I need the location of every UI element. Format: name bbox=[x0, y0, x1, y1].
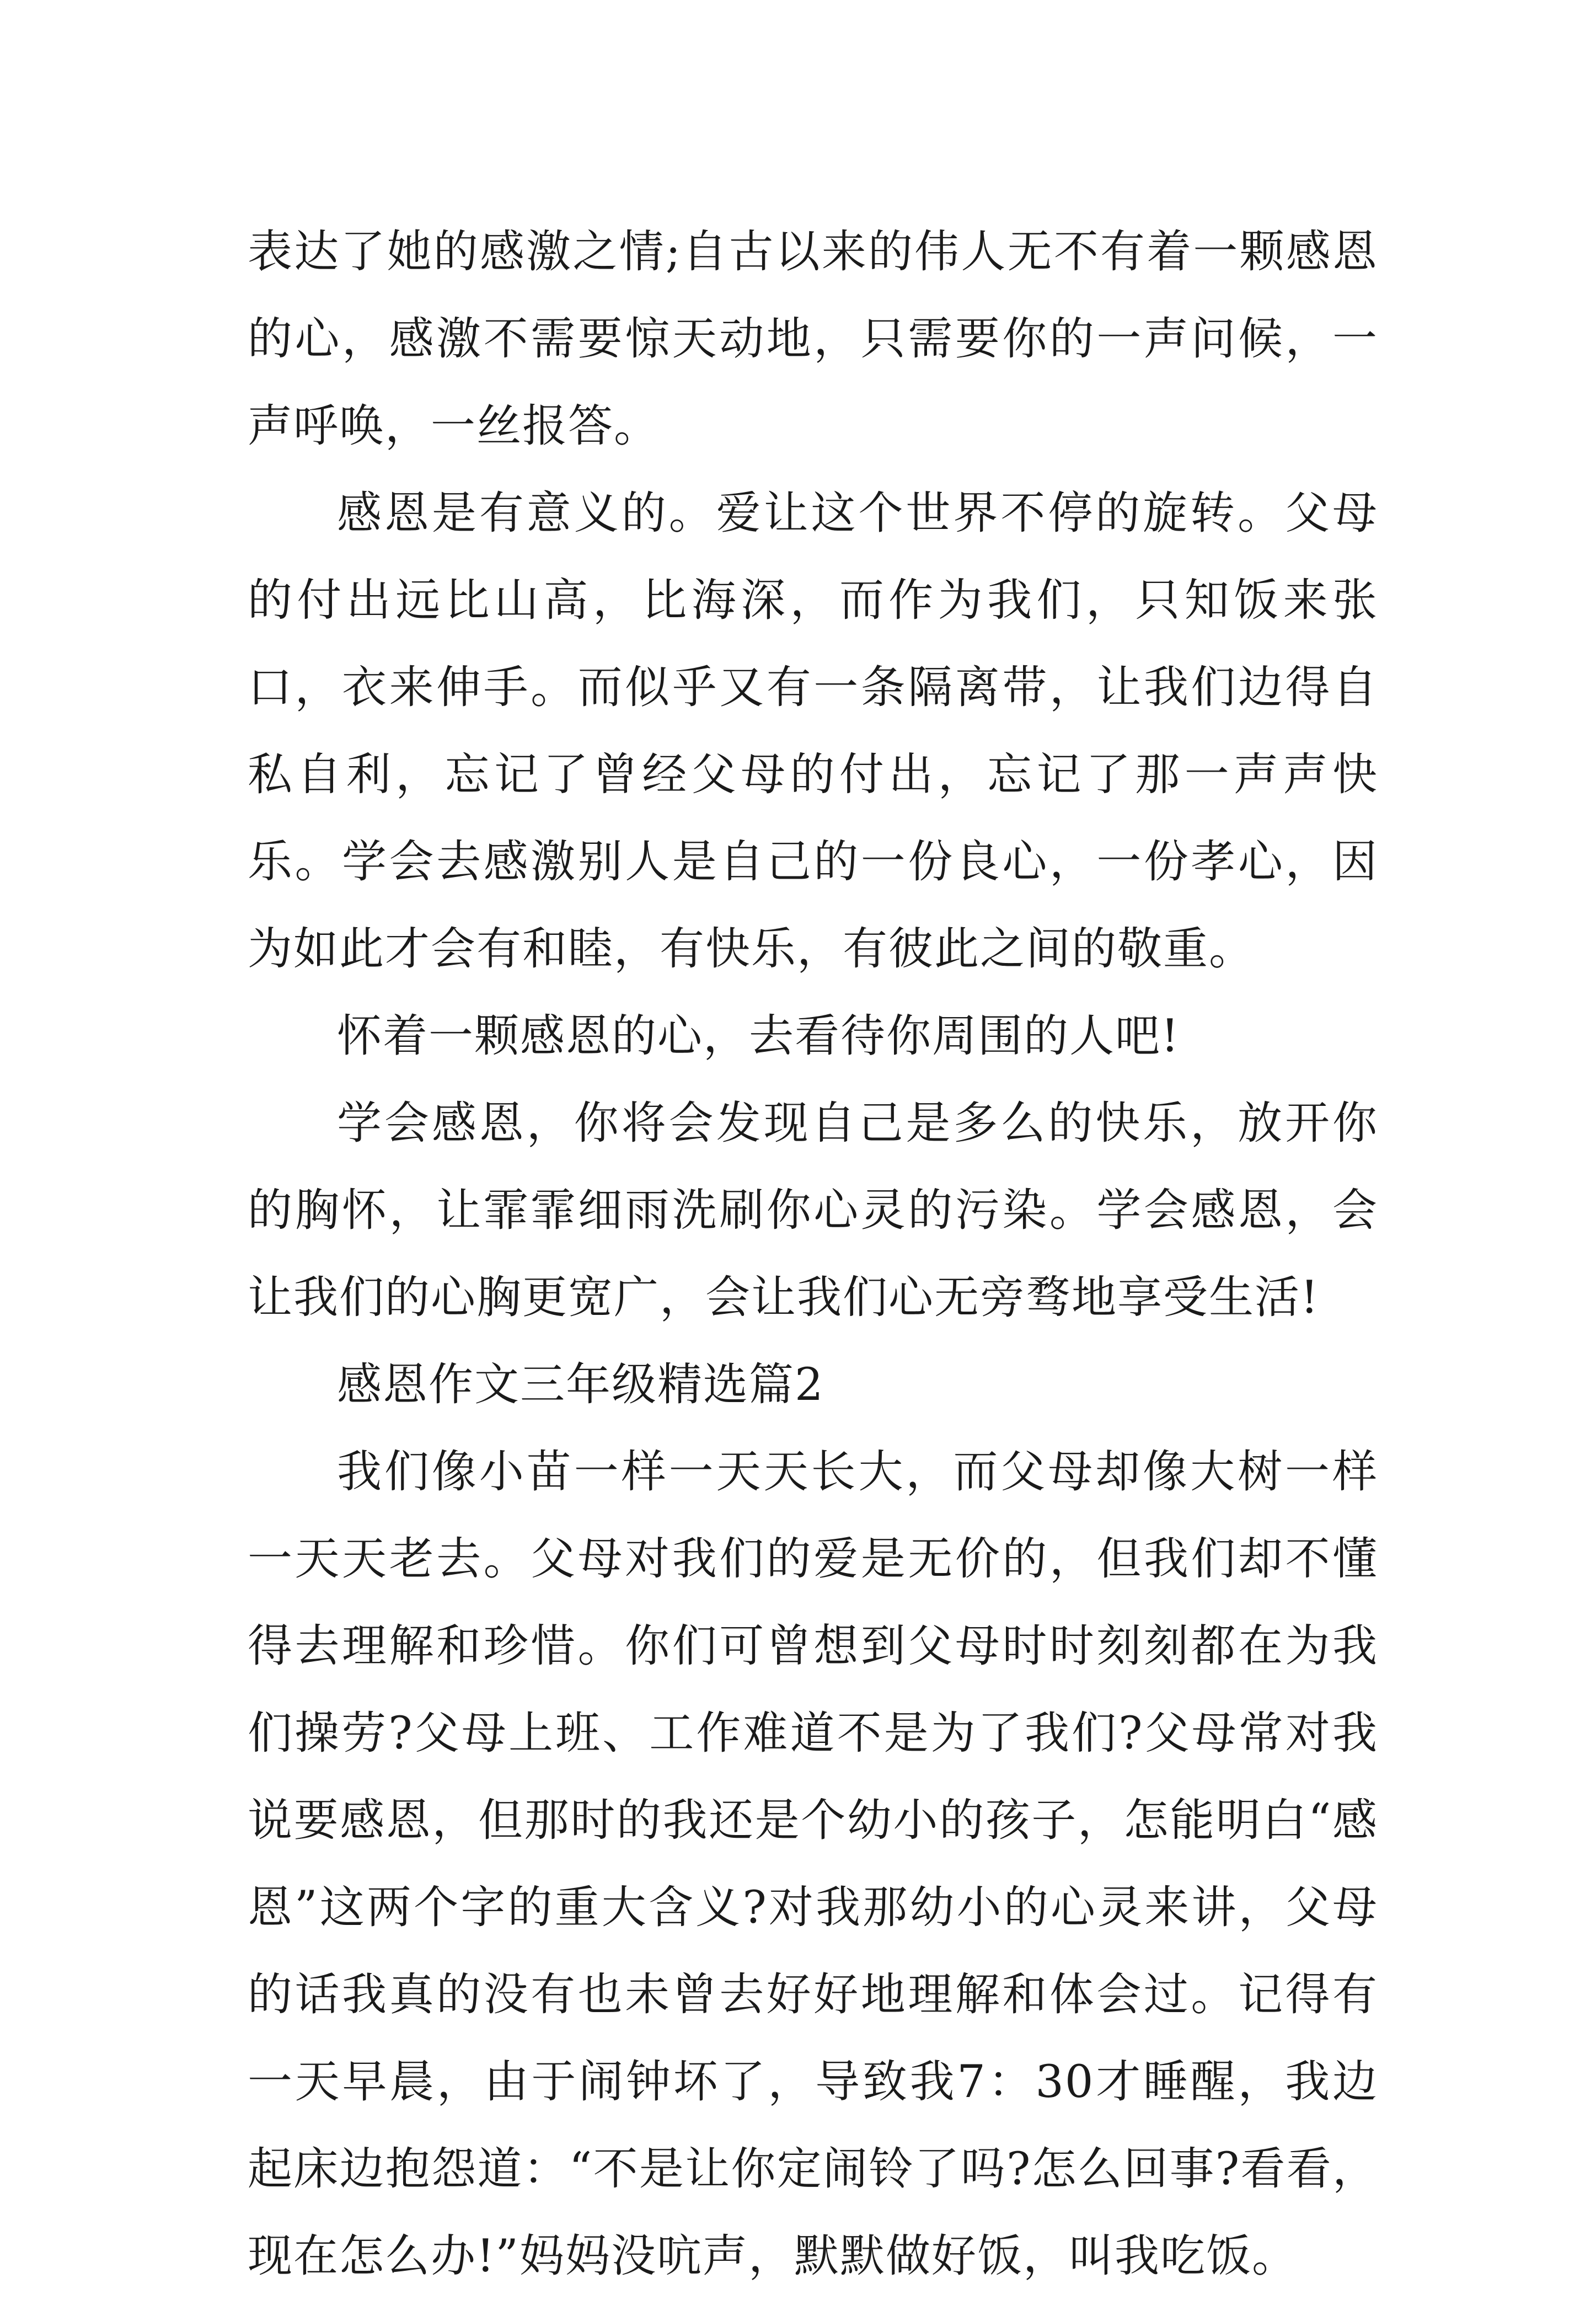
paragraph-3: 怀着一颗感恩的心，去看待你周围的人吧! bbox=[337, 1010, 1180, 1062]
paragraph-5: 我们像小苗一样一天天长大，而父母却像大树一样一天天老去。父母对我们的爱是无价的，但我们却不懂得去理解和珍惜。你们可曾想到父母时时刻刻都在为我们操劳?父母上班、工作难道不是为了我们?父母常对我说要感恩，但那时的我还是个幼小的孩子，怎能明白“感恩”这两个字的重大含义?对我那幼小的心灵来讲，父母的话我真的没有也未曾去好好地理解和体会过。记得有一天早晨，由于闹钟坏了，导致我7：30才睡醒，我边起床边抱怨道：“不是让你定闹铃了吗?怎么回事?看看，现在怎么办!”妈妈没吭声，默默做好饭，叫我吃饭。 bbox=[248, 1446, 1378, 2282]
section-heading: 感恩作文三年级精选篇2 bbox=[337, 1359, 824, 1411]
paragraph-1: 表达了她的感激之情;自古以来的伟人无不有着一颗感恩的心，感激不需要惊天动地，只需要你的一声问候，一声呼唤，一丝报答。 bbox=[248, 226, 1378, 452]
paragraph-2: 感恩是有意义的。爱让这个世界不停的旋转。父母的付出远比山高，比海深，而作为我们，只知饭来张口，衣来伸手。而似乎又有一条隔离带，让我们边得自私自利，忘记了曾经父母的付出，忘记了那一声声快乐。学会去感激别人是自己的一份良心，一份孝心，因为如此才会有和睦，有快乐，有彼此之间的敬重。 bbox=[248, 488, 1378, 975]
paragraph-4: 学会感恩，你将会发现自己是多么的快乐，放开你的胸怀，让霏霏细雨洗刷你心灵的污染。学会感恩，会让我们的心胸更宽广，会让我们心无旁骛地享受生活! bbox=[248, 1098, 1378, 1324]
document-body bbox=[248, 208, 1378, 2300]
